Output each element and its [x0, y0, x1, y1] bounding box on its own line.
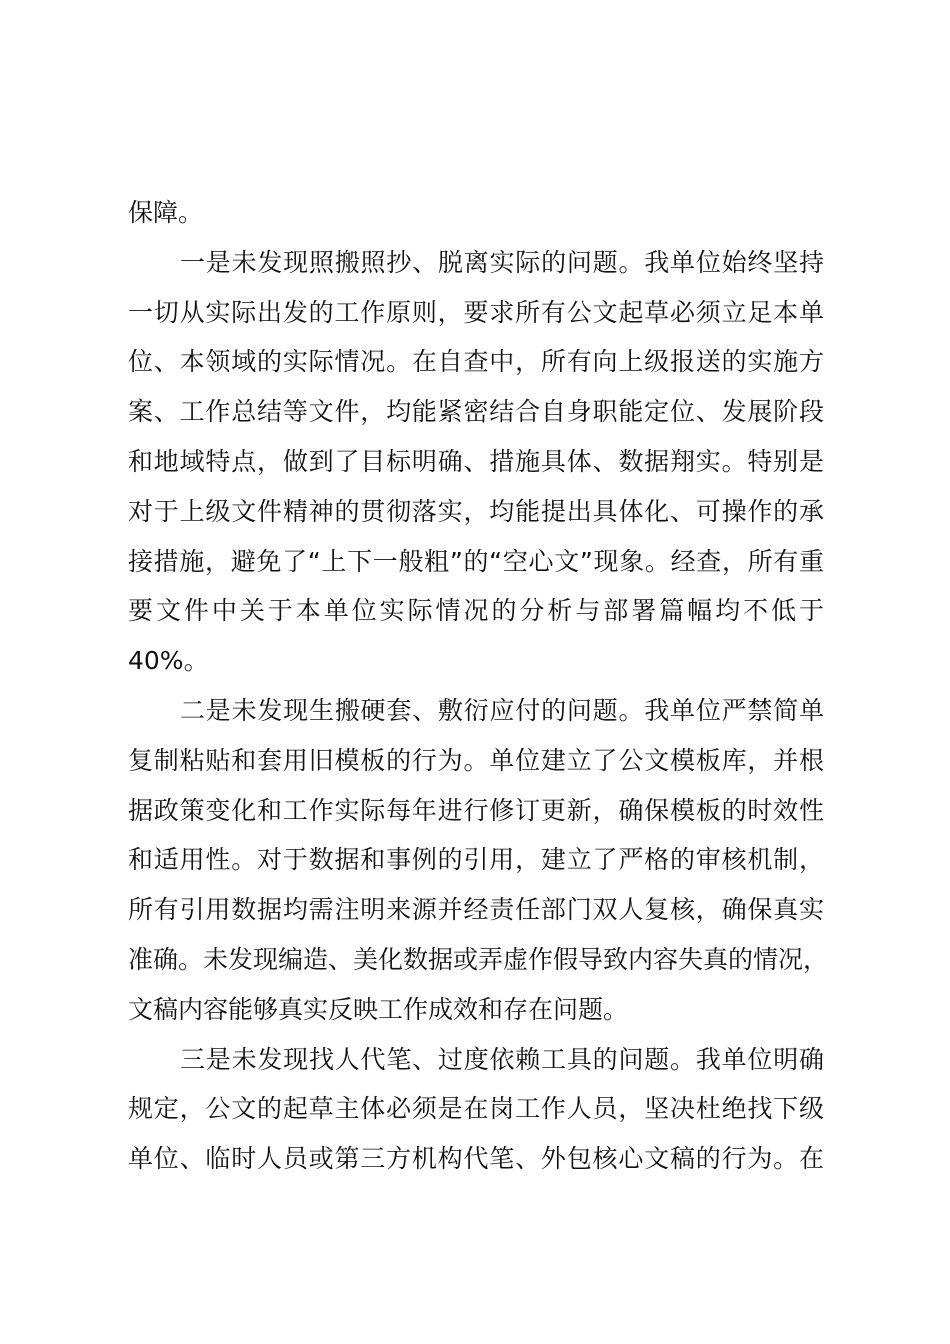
text-line: 三是未发现找人代笔、过度依赖工具的问题。我单位明确	[180, 1044, 824, 1074]
text-line: 和地域特点，做到了目标明确、措施具体、数据翔实。特别是	[128, 446, 824, 476]
text-line: 和适用性。对于数据和事例的引用，建立了严格的审核机制，	[128, 845, 824, 875]
text-line: 所有引用数据均需注明来源并经责任部门双人复核，确保真实	[128, 895, 824, 925]
document-body	[128, 188, 829, 1184]
text-line: 一切从实际出发的工作原则，要求所有公文起草必须立足本单	[128, 297, 824, 327]
text-line: 二是未发现生搬硬套、敷衍应付的问题。我单位严禁简单	[180, 695, 824, 725]
text-line: 要文件中关于本单位实际情况的分析与部署篇幅均不低于	[128, 596, 824, 626]
text-line: 案、工作总结等文件，均能紧密结合自身职能定位、发展阶段	[128, 397, 824, 427]
text-line: 规定，公文的起草主体必须是在岗工作人员，坚决杜绝找下级	[128, 1094, 824, 1124]
text-line: 位、本领域的实际情况。在自查中，所有向上级报送的实施方	[128, 347, 824, 377]
paragraph	[128, 1035, 824, 1184]
paragraph	[128, 188, 824, 238]
text-line: 一是未发现照搬照抄、脱离实际的问题。我单位始终坚持	[180, 247, 824, 277]
text-line: 据政策变化和工作实际每年进行修订更新，确保模板的时效性	[128, 795, 824, 825]
text-line: 准确。未发现编造、美化数据或弄虚作假导致内容失真的情况，	[128, 944, 829, 974]
text-line: 单位、临时人员或第三方机构代笔、外包核心文稿的行为。在	[128, 1144, 824, 1174]
paragraph	[128, 238, 824, 686]
text-line: 文稿内容能够真实反映工作成效和存在问题。	[128, 994, 629, 1024]
text-line: 保障。	[128, 198, 204, 227]
text-line: 复制粘贴和套用旧模板的行为。单位建立了公文模板库，并根	[128, 745, 824, 775]
text-line: 对于上级文件精神的贯彻落实，均能提出具体化、可操作的承	[128, 496, 824, 526]
text-line: 40%。	[128, 646, 209, 676]
paragraph	[128, 686, 829, 1035]
text-line: 接措施，避免了“上下一般粗”的“空心文”现象。经查，所有重	[128, 546, 824, 576]
